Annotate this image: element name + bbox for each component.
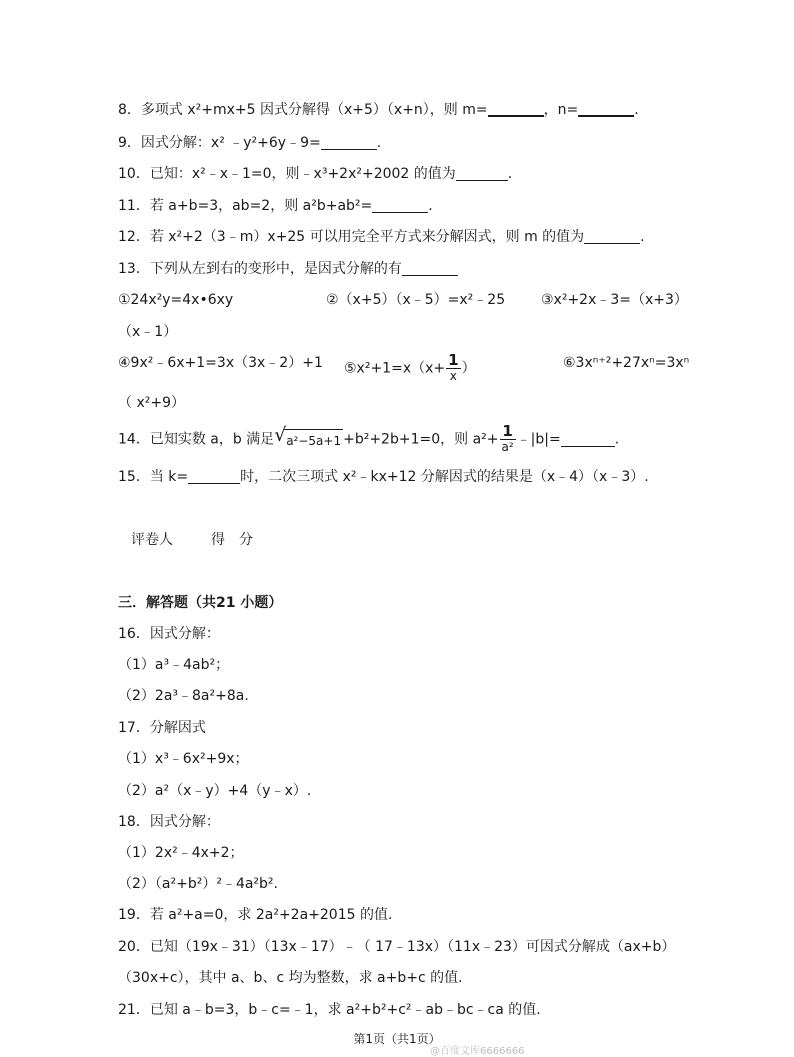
question-16-part-2: （2）2a³﹣8a²+8a. xyxy=(118,688,249,704)
question-13: 13．下列从左到右的变形中，是因式分解的有 xyxy=(118,259,458,279)
answer-blank[interactable] xyxy=(402,261,458,276)
question-19: 19．若 a²+a=0，求 2a²+2a+2015 的值. xyxy=(118,907,393,923)
section-title: 三．解答题（共21 小题） xyxy=(118,595,283,611)
question-20-line-1: 20．已知（19x﹣31）（13x﹣17）﹣（ 17﹣13x）（11x﹣23）可因式分解成（ax+b） xyxy=(118,939,676,955)
q13-option-5: ⑤x²+1=x（x+ $\frac{1}{x}$ ） xyxy=(344,351,476,383)
q13-option-3-cont: （x﹣1） xyxy=(118,324,178,340)
question-17-part-2: （2）a²（x﹣y）+4（y﹣x）. xyxy=(118,783,312,799)
page-footer: 第1页（共1页） xyxy=(353,1032,441,1046)
question-15: 15．当 k= 时，二次三项式 x²﹣kx+12 分解因式的结果是（x﹣4）（x﹣3）. xyxy=(118,469,649,485)
answer-blank[interactable] xyxy=(456,166,508,181)
q13-option-1: ①24x²y=4x•6xy xyxy=(118,292,234,308)
radical-icon: √ xyxy=(274,423,287,446)
fraction: $\frac{1}{x}$ xyxy=(448,351,459,383)
answer-blank[interactable] xyxy=(561,432,615,447)
reviewer-label: 评卷人 xyxy=(131,532,173,548)
score-label: 得 分 xyxy=(211,532,253,548)
answer-blank-m[interactable] xyxy=(488,101,544,117)
square-root: √ a²−5a+1 xyxy=(274,429,343,451)
question-17-title: 17．分解因式 xyxy=(118,720,206,736)
question-16-part-1: （1）a³﹣4ab²； xyxy=(118,657,230,673)
answer-blank[interactable] xyxy=(321,135,377,150)
question-16-title: 16．因式分解： xyxy=(118,626,220,642)
question-10: 10．已知：x²﹣x﹣1=0，则﹣x³+2x²+2002 的值为 . xyxy=(118,166,513,182)
answer-blank[interactable] xyxy=(372,198,428,213)
question-8: 8．多项式 x²+mx+5 因式分解得（x+5）（x+n），则 m= ，n= . xyxy=(118,102,639,118)
question-18-part-2: （2）（a²+b²）²﹣4a²b². xyxy=(118,876,278,892)
q13-option-4: ④9x²﹣6x+1=3x（3x﹣2）+1 xyxy=(118,355,323,371)
q13-option-6: ⑥3xⁿ⁺²+27xⁿ=3xⁿ xyxy=(563,355,690,371)
question-18-part-1: （1）2x²﹣4x+2； xyxy=(118,845,244,861)
q13-option-3: ③x²+2x﹣3=（x+3） xyxy=(541,292,688,308)
question-9: 9．因式分解：x² ﹣y²+6y﹣9= . xyxy=(118,135,382,151)
question-14: 14．已知实数 a，b 满足 √ a²−5a+1 +b²+2b+1=0，则 a²+ $\frac{1}{\text{a²}}$ ﹣|b|= . xyxy=(118,422,620,454)
answer-blank[interactable] xyxy=(584,229,640,244)
question-17-part-1: （1）x³﹣6x²+9x； xyxy=(118,751,249,767)
watermark: @百度文库6666666 xyxy=(430,1046,525,1057)
answer-blank[interactable] xyxy=(188,469,240,484)
question-11: 11．若 a+b=3，ab=2，则 a²b+ab²= . xyxy=(118,198,433,214)
question-20-line-2: （30x+c），其中 a、b、c 均为整数，求 a+b+c 的值. xyxy=(118,970,463,986)
fraction: $\frac{1}{\text{a²}}$ xyxy=(501,422,514,454)
q13-option-6-cont: （ x²+9） xyxy=(118,395,185,411)
answer-blank-n[interactable] xyxy=(578,101,634,117)
question-21: 21．已知 a﹣b=3，b﹣c=﹣1，求 a²+b²+c²﹣ab﹣bc﹣ca 的值. xyxy=(118,1002,541,1018)
q8-text: 8．多项式 x²+mx+5 因式分解得（x+5）（x+n），则 m= xyxy=(118,102,488,118)
q13-option-2: ②（x+5）（x﹣5）=x²﹣25 xyxy=(326,292,506,308)
question-18-title: 18．因式分解： xyxy=(118,814,220,830)
question-12: 12．若 x²+2（3﹣m）x+25 可以用完全平方式来分解因式，则 m 的值为 . xyxy=(118,229,645,245)
